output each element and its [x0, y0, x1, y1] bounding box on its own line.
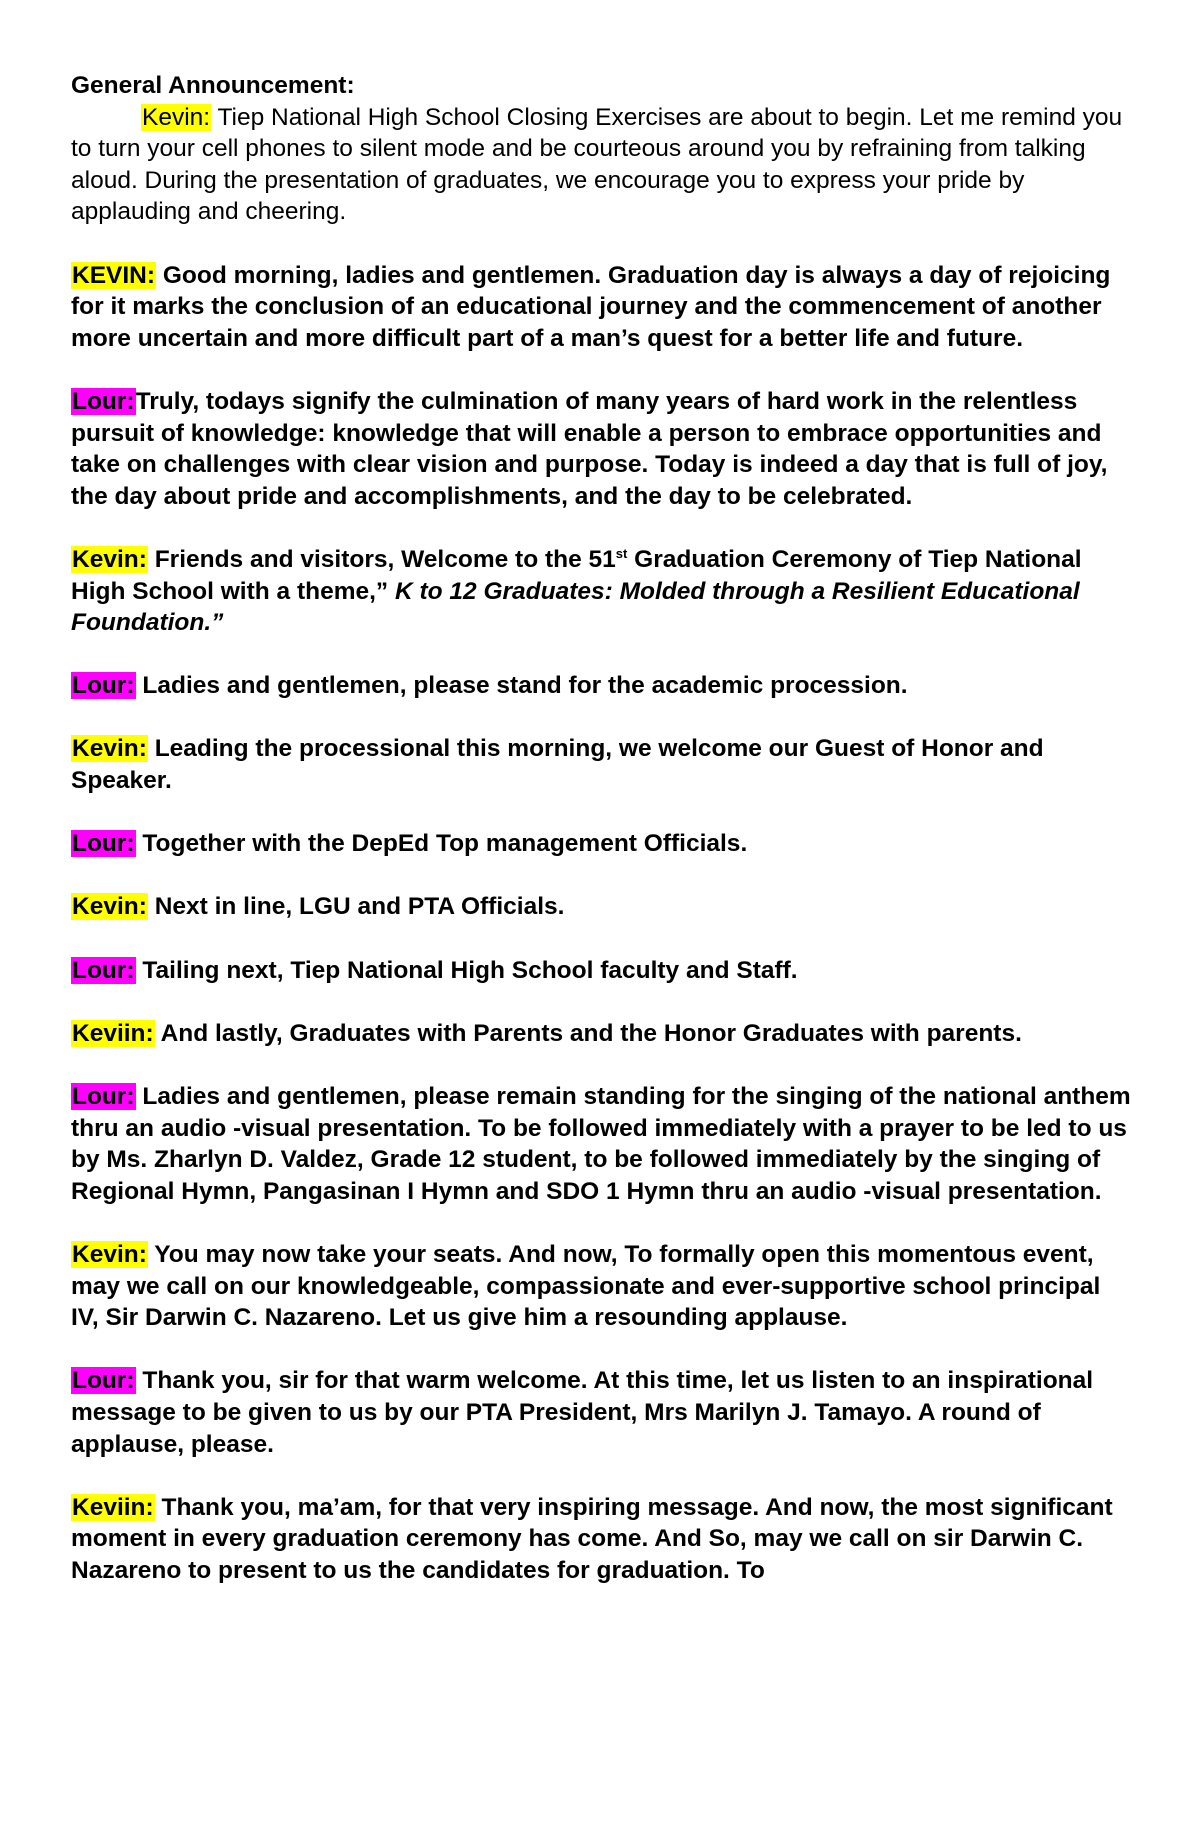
document-page: [71, 70, 1133, 1587]
paragraph-text: Next in line, LGU and PTA Officials.: [147, 893, 565, 921]
speaker-label-kevin: Kevin:: [72, 735, 147, 763]
ceremony-theme: K to 12 Graduates: Molded through a Resilient Educational Foundation.”: [71, 577, 1080, 637]
paragraph-text: And lastly, Graduates with Parents and the Honor Graduates with parents.: [154, 1019, 1022, 1047]
speaker-label-kevin: Kevin:: [72, 893, 147, 921]
script-paragraph-5: [71, 733, 1133, 796]
script-paragraph-11: [71, 1239, 1133, 1334]
script-paragraph-13: [71, 1492, 1133, 1587]
script-paragraph-4: [71, 670, 1133, 702]
paragraph-text: Leading the processional this morning, we welcome our Guest of Honor and Speaker.: [71, 735, 1044, 795]
ordinal-suffix: st: [615, 545, 628, 561]
paragraph-text: Tiep National High School Closing Exercises are about to begin. Let me remind you to turn your cell phones to silent mode and be courteous around you by refraining from talking aloud. During the presentation of graduates, we encourage you to express your pride by applauding and cheering.: [71, 103, 1123, 226]
paragraph-text: Good morning, ladies and gentlemen. Graduation day is always a day of rejoicing for it marks the conclusion of an educational journey and the commencement of another more uncertain and more difficult part of a man’s quest for a better life and future.: [71, 261, 1111, 352]
intro-paragraph: [71, 102, 1133, 228]
speaker-label-kevin: KEVIN:: [72, 261, 156, 289]
paragraph-text: Thank you, sir for that warm welcome. At this time, let us listen to an inspirational message to be given to us by our PTA President, Mrs Marilyn J. Tamayo. A round of applause, please.: [71, 1367, 1094, 1458]
speaker-label-lour: Lour:: [72, 387, 135, 415]
speaker-label-lour: Lour:: [72, 672, 135, 700]
script-paragraph-7: [71, 891, 1133, 923]
speaker-label-kevin: Kevin:: [72, 545, 147, 573]
speaker-label-lour: Lour:: [72, 956, 135, 984]
script-paragraph-6: [71, 828, 1133, 860]
paragraph-text: Truly, todays signify the culmination of many years of hard work in the relentless pursuit of knowledge: knowledge that will enable a person to embrace opportunities and take on challenges with clear vision and purpose. Today is indeed a day that is full of joy, the day about pride and accomplishments, and the day to be celebrated.: [71, 387, 1108, 510]
script-paragraph-1: [71, 260, 1133, 355]
speaker-label-kevin: Kevin:: [142, 103, 211, 131]
script-paragraph-8: [71, 955, 1133, 987]
paragraph-text: Ladies and gentlemen, please stand for the academic procession.: [135, 672, 908, 700]
paragraph-text: Graduation Ceremony of Tiep National High School with a theme,”: [71, 545, 1082, 605]
speaker-label-lour: Lour:: [72, 1367, 135, 1395]
speaker-label-lour: Lour:: [72, 830, 135, 858]
script-paragraph-2: [71, 386, 1133, 512]
paragraph-text: Tailing next, Tiep National High School faculty and Staff.: [135, 956, 798, 984]
speaker-label-kevin: Keviin:: [72, 1019, 154, 1047]
script-paragraph-10: [71, 1081, 1133, 1207]
general-announcement-heading: General Announcement:: [71, 72, 355, 99]
script-paragraph-3: [71, 544, 1133, 639]
script-paragraph-9: [71, 1018, 1133, 1050]
script-paragraph-12: [71, 1365, 1133, 1460]
paragraph-text: You may now take your seats. And now, To formally open this momentous event, may we call on our knowledgeable, compassionate and ever-supportive school principal IV, Sir Darwin C. Nazareno. Let us give him a resounding applause.: [71, 1240, 1101, 1332]
paragraph-text: Thank you, ma’am, for that very inspiring message. And now, the most significant moment in every graduation ceremony has come. And So, may we call on sir Darwin C. Nazareno to present to us the candidates for graduation. To: [71, 1493, 1113, 1584]
speaker-label-lour: Lour:: [72, 1083, 135, 1110]
speaker-label-kevin: Kevin:: [72, 1240, 147, 1268]
paragraph-text: Together with the DepEd Top management Officials.: [135, 830, 748, 858]
speaker-label-kevin: Keviin:: [72, 1493, 154, 1521]
paragraph-text: Friends and visitors, Welcome to the 51: [147, 545, 616, 573]
paragraph-text: Ladies and gentlemen, please remain standing for the singing of the national anthem thru an audio -visual presentation. To be followed immediately with a prayer to be led to us by Ms. Zharlyn D. Valdez, Grade 12 student, to be followed immediately by the singing of Regional Hymn, Pangasinan I Hymn and SDO 1 Hymn thru an audio -visual presentation.: [71, 1083, 1131, 1205]
